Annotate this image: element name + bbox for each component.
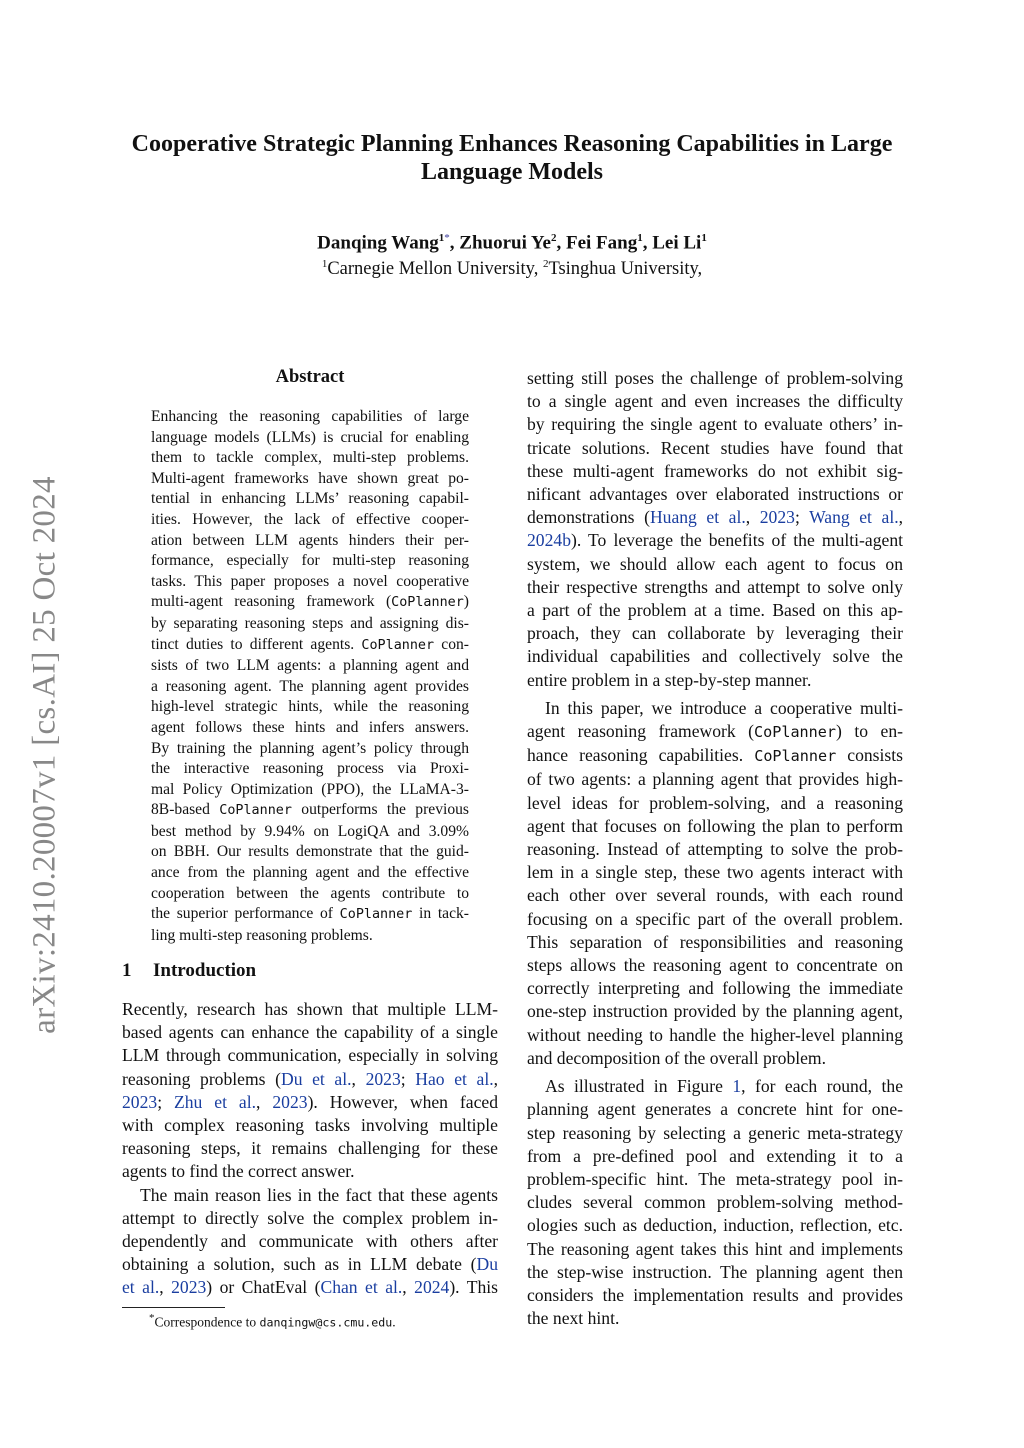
text-line <box>151 614 469 635</box>
citation-link[interactable]: 2023 <box>272 1091 308 1112</box>
citation-link[interactable]: Chan et al. <box>320 1277 403 1298</box>
paragraph <box>527 1075 903 1330</box>
text-line <box>527 1047 903 1070</box>
email-link[interactable]: danqingw@cs.cmu.edu <box>259 1315 393 1330</box>
text-run: hance reasoning capabilities. <box>527 745 755 766</box>
text-line <box>527 669 903 692</box>
text-line <box>527 506 903 529</box>
citation-link[interactable]: Wang et al. <box>809 507 899 528</box>
text-line <box>151 572 469 593</box>
affiliation-marker: 1 <box>438 232 445 244</box>
code-term: CoPlanner <box>219 803 292 819</box>
text-line <box>151 510 469 531</box>
text-line <box>527 1307 903 1330</box>
footnote-marker[interactable]: * <box>444 232 450 244</box>
text-run: ; <box>794 507 810 528</box>
text-line <box>527 1214 903 1237</box>
text-line <box>527 1000 903 1023</box>
code-term: CoPlanner <box>754 723 836 742</box>
text-run: , <box>159 1277 172 1298</box>
text-line <box>527 576 903 599</box>
text-run: By training the planning agent’s policy through <box>151 739 469 757</box>
text-line <box>527 1075 903 1098</box>
text-run: consists <box>836 745 903 766</box>
text-run: tinct duties to different agents. <box>151 635 362 653</box>
text-run: with complex reasoning tasks involving multiple <box>122 1115 498 1136</box>
paper-title <box>0 130 1024 186</box>
text-run: ; <box>157 1091 175 1112</box>
text-run: setting still poses the challenge of problem-solving <box>527 368 903 388</box>
text-run: ities. However, the lack of effective cooper- <box>151 510 469 528</box>
text-line <box>122 1068 498 1091</box>
text-run: , <box>493 1068 499 1089</box>
text-run: ) <box>463 593 469 611</box>
text-run: Recently, research has shown that multiple LLM- <box>122 999 498 1019</box>
text-run: ). This <box>449 1277 498 1298</box>
text-line <box>151 842 469 863</box>
text-run: from a pre-defined pool and extending it to a <box>527 1145 903 1166</box>
text-run: lem in a single step, these two agents interact with <box>527 862 903 883</box>
text-run: focusing on a specific part of the overall problem. <box>527 908 903 929</box>
text-run: 8B-based <box>151 801 220 819</box>
text-line <box>151 718 469 739</box>
text-run: The main reason lies in the fact that these agents <box>140 1184 498 1205</box>
code-term: CoPlanner <box>361 637 435 653</box>
text-run: formance, especially for multi-step reasoning <box>151 552 469 570</box>
text-run: them to tackle complex, multi-step problems. <box>151 449 469 467</box>
author-name: Danqing Wang <box>317 232 439 254</box>
text-line <box>527 1261 903 1284</box>
text-run: language models (LLMs) is crucial for enabling <box>151 428 469 446</box>
text-run: The reasoning agent takes this hint and implements <box>527 1238 903 1259</box>
affiliation-name: Carnegie Mellon University, <box>327 259 539 280</box>
text-run: on BBH. Our results demonstrate that the guid- <box>151 843 469 861</box>
text-line <box>527 931 903 954</box>
text-line <box>527 460 903 483</box>
citation-link[interactable]: 2024b <box>527 530 571 551</box>
text-run: This separation of responsibilities and reasoning <box>527 931 903 952</box>
text-run: in tack- <box>412 905 469 923</box>
affiliation-marker: 2 <box>542 258 549 270</box>
text-line <box>527 977 903 1000</box>
text-line <box>527 483 903 506</box>
text-line <box>151 884 469 905</box>
text-line <box>527 1122 903 1145</box>
text-run: ) or ChatEval ( <box>206 1277 321 1298</box>
text-line <box>122 1091 498 1114</box>
text-run: proach, they can collaborate by leveraging their <box>527 623 903 644</box>
text-line <box>151 822 469 843</box>
text-line <box>527 1145 903 1168</box>
text-run: ance from the planning agent and the effective <box>151 864 469 882</box>
footnote-end: . <box>392 1314 396 1330</box>
text-line <box>122 1021 498 1044</box>
text-run: without needing to handle the higher-level planning <box>527 1024 903 1045</box>
text-line <box>151 926 469 947</box>
text-run: ling multi-step reasoning problems. <box>151 926 373 944</box>
text-line <box>527 1238 903 1261</box>
author-list: Danqing Wang$^{1*}$, Zhuorui Ye$^2$, Fei Fang$^1$, Lei Li$^1$ <box>317 232 707 254</box>
left-column-text <box>122 998 498 1300</box>
paragraph <box>122 1184 498 1300</box>
text-line <box>151 428 469 449</box>
text-run: sists of two LLM agents: a planning agent and <box>151 657 469 675</box>
text-run: , <box>898 507 904 528</box>
text-line <box>151 677 469 698</box>
text-run: Enhancing the reasoning capabilities of large <box>151 408 469 425</box>
text-line <box>527 838 903 861</box>
text-line <box>527 599 903 622</box>
text-run: the step-wise instruction. The planning agent then <box>527 1261 903 1282</box>
text-line <box>527 1024 903 1047</box>
text-line <box>527 1168 903 1191</box>
text-line <box>527 792 903 815</box>
text-run: , <box>745 507 760 528</box>
text-line <box>151 469 469 490</box>
text-line <box>122 1184 498 1207</box>
text-run: high-level strategic hints, while the reasoning <box>151 698 469 716</box>
citation-link[interactable]: 2023 <box>171 1277 207 1298</box>
text-run: one-step instruction provided by the planning agent, <box>527 1001 903 1022</box>
text-line <box>527 1284 903 1307</box>
text-line <box>527 768 903 791</box>
text-run: LLM through communication, especially in solving <box>122 1045 498 1066</box>
text-run: the interactive reasoning process via Proxi- <box>151 760 469 778</box>
text-line <box>527 720 903 744</box>
code-term: CoPlanner <box>391 595 464 611</box>
text-run: In this paper, we introduce a cooperative multi- <box>545 697 903 718</box>
text-run: agents to find the correct answer. <box>122 1161 355 1182</box>
text-line <box>151 592 469 614</box>
text-run: dependently and communicate with others after <box>122 1231 498 1252</box>
author-name: Fei Fang <box>565 232 638 254</box>
text-run: mal Policy Optimization (PPO), the LLaMA-3- <box>151 780 469 798</box>
text-run: the next hint. <box>527 1308 620 1329</box>
text-run: system, we should allow each agent to focus on <box>527 553 903 574</box>
text-line <box>151 448 469 469</box>
text-run: ). However, when faced <box>307 1091 498 1112</box>
text-run: and decomposition of the overall problem. <box>527 1047 827 1068</box>
footnote-rule <box>122 1307 225 1308</box>
text-line <box>151 635 469 657</box>
text-run: , <box>402 1277 415 1298</box>
text-line <box>122 1137 498 1160</box>
footnote-text: Correspondence to <box>154 1314 260 1330</box>
affiliation-name: Tsinghua University, <box>548 259 703 280</box>
title-line: Language Models <box>420 159 603 185</box>
text-line <box>527 861 903 884</box>
affiliations <box>0 258 1024 280</box>
affiliation-marker: 1 <box>321 258 328 270</box>
citation-link[interactable]: 2023 <box>122 1091 158 1112</box>
text-run: tential in enhancing LLMs’ reasoning capabil- <box>151 490 469 508</box>
citation-link[interactable]: 1 <box>732 1076 742 1097</box>
section-title: Introduction <box>153 960 257 981</box>
text-run: level ideas for problem-solving, and a reasoning <box>527 792 903 813</box>
affiliation-marker: 2 <box>550 232 557 244</box>
text-run: correctly interpreting and following the immediate <box>527 978 903 999</box>
text-run: con- <box>434 635 470 653</box>
text-run: ) to en- <box>836 721 903 742</box>
text-line <box>527 437 903 460</box>
text-run: outperforms the previous <box>291 801 469 819</box>
code-term: CoPlanner <box>339 907 413 923</box>
text-run: , <box>351 1068 366 1089</box>
text-run: to a single agent and even increases the difficulty <box>527 391 903 412</box>
code-term: CoPlanner <box>754 747 837 766</box>
text-run: obtaining a solution, such as in LLM debate ( <box>122 1254 477 1275</box>
citation-link[interactable]: Huang et al. <box>649 507 746 528</box>
text-run: reasoning steps, it remains challenging for these <box>122 1138 498 1159</box>
footnote <box>149 1312 396 1331</box>
arxiv-identifier-stamp: arXiv:2410.20007v1 [cs.AI] 25 Oct 2024 <box>26 476 63 1034</box>
text-line <box>122 1276 498 1299</box>
affiliation-marker: 1 <box>701 232 707 244</box>
text-run: based agents can enhance the capability of a single <box>122 1022 498 1043</box>
text-line <box>527 413 903 436</box>
text-run: reasoning problems ( <box>122 1068 281 1089</box>
author-name: Lei Li <box>652 232 702 254</box>
text-run: agent follows these hints and infers answers. <box>151 718 469 736</box>
citation-link[interactable]: Du <box>476 1254 498 1275</box>
text-line <box>527 744 903 768</box>
citation-link[interactable]: 2023 <box>365 1068 401 1089</box>
citation-link[interactable]: Hao et al. <box>415 1068 494 1089</box>
text-run: , for each round, the <box>741 1076 903 1097</box>
text-line <box>122 1044 498 1067</box>
text-run: individual capabilities and collectively solve the <box>527 646 903 667</box>
text-line <box>151 759 469 780</box>
text-line <box>527 622 903 645</box>
text-run: the superior performance of <box>151 905 340 923</box>
text-line <box>527 954 903 977</box>
section-heading <box>122 960 256 982</box>
text-run: of two agents: a planning agent that provides high- <box>527 769 903 790</box>
right-column-text <box>527 367 903 1330</box>
citation-link[interactable]: Du et al. <box>280 1068 352 1089</box>
text-run: each other over several rounds, with each round <box>527 885 903 906</box>
text-run: ; <box>400 1068 416 1089</box>
text-line <box>527 884 903 907</box>
paragraph <box>122 998 498 1184</box>
text-run: best method by 9.94% on LogiQA and 3.09% <box>151 822 469 840</box>
text-line <box>151 551 469 572</box>
text-run: Multi-agent frameworks have shown great po- <box>151 469 469 487</box>
text-run: tasks. This paper proposes a novel cooperative <box>151 572 469 590</box>
text-run: considers the implementation results and provides <box>527 1284 903 1305</box>
text-run: reasoning. Instead of attempting to solve the prob- <box>527 839 903 860</box>
text-line <box>527 908 903 931</box>
text-line <box>527 367 903 390</box>
text-line <box>122 1160 498 1183</box>
text-line <box>151 407 469 428</box>
text-line <box>122 1230 498 1253</box>
text-line <box>151 656 469 677</box>
section-number: 1 <box>122 960 132 981</box>
text-run: ). To leverage the benefits of the multi-agent <box>570 530 903 551</box>
text-run: multi-agent reasoning framework ( <box>151 593 392 611</box>
text-run: planning agent generates a concrete hint for one- <box>527 1099 903 1120</box>
citation-link[interactable]: et al. <box>122 1277 160 1298</box>
text-run: a part of the problem at a time. Based on this ap- <box>527 600 903 621</box>
citation-link[interactable]: Zhu et al. <box>174 1091 257 1112</box>
text-line <box>527 1098 903 1121</box>
footnote-marker: * <box>149 1312 155 1324</box>
text-line <box>527 645 903 668</box>
text-line <box>527 529 903 552</box>
text-line <box>151 904 469 926</box>
text-run: tricate solutions. Recent studies have found that <box>527 437 903 458</box>
text-run: cludes several common problem-solving method- <box>527 1192 903 1213</box>
text-run: entire problem in a step-by-step manner. <box>527 669 812 690</box>
text-line <box>151 800 469 822</box>
paragraph <box>527 367 903 692</box>
text-run: problem-specific hint. The meta-strategy pool in- <box>527 1168 903 1189</box>
text-run: by separating reasoning steps and assigning dis- <box>151 614 469 632</box>
text-line <box>527 815 903 838</box>
abstract-body <box>151 407 469 946</box>
text-run: ologies such as deduction, induction, reflection, etc. <box>527 1215 903 1236</box>
text-line <box>122 1114 498 1137</box>
title-line: Cooperative Strategic Planning Enhances Reasoning Capabilities in Large <box>131 131 893 157</box>
text-run: attempt to directly solve the complex problem in- <box>122 1207 498 1228</box>
affiliation-marker: 1 <box>637 232 643 244</box>
text-line <box>527 553 903 576</box>
text-run: these multi-agent frameworks do not exhibit sig- <box>527 460 903 481</box>
abstract-heading: Abstract <box>275 367 345 387</box>
text-run: ation between LLM agents hinders their per- <box>151 531 469 549</box>
text-line <box>151 489 469 510</box>
text-run: nificant advantages over elaborated instructions or <box>527 484 903 505</box>
text-run: steps allows the reasoning agent to concentrate on <box>527 955 903 976</box>
text-run: As illustrated in Figure <box>545 1076 733 1097</box>
text-line <box>151 863 469 884</box>
text-line <box>151 531 469 552</box>
paragraph <box>527 697 903 1070</box>
text-run: agent reasoning framework ( <box>527 721 755 742</box>
text-line <box>122 1207 498 1230</box>
text-run: their respective strengths and attempt to solve only <box>527 576 903 597</box>
text-line <box>527 1191 903 1214</box>
author-name: Zhuorui Ye <box>459 232 551 254</box>
text-run: a reasoning agent. The planning agent provides <box>151 677 469 695</box>
text-run: step reasoning by selecting a generic meta-strategy <box>527 1122 903 1143</box>
text-line <box>527 697 903 720</box>
text-line <box>122 1253 498 1276</box>
text-run: cooperation between the agents contribute to <box>151 884 469 902</box>
text-run: demonstrations ( <box>527 507 650 528</box>
text-run: agent that focuses on following the plan to perform <box>527 815 903 836</box>
text-line <box>151 739 469 760</box>
text-run: by requiring the single agent to evaluate others’ in- <box>527 414 903 435</box>
text-line <box>527 390 903 413</box>
citation-link[interactable]: 2024 <box>414 1277 450 1298</box>
text-line <box>122 998 498 1021</box>
text-run: , <box>256 1091 273 1112</box>
citation-link[interactable]: 2023 <box>759 507 795 528</box>
text-line <box>151 780 469 801</box>
text-line <box>151 697 469 718</box>
